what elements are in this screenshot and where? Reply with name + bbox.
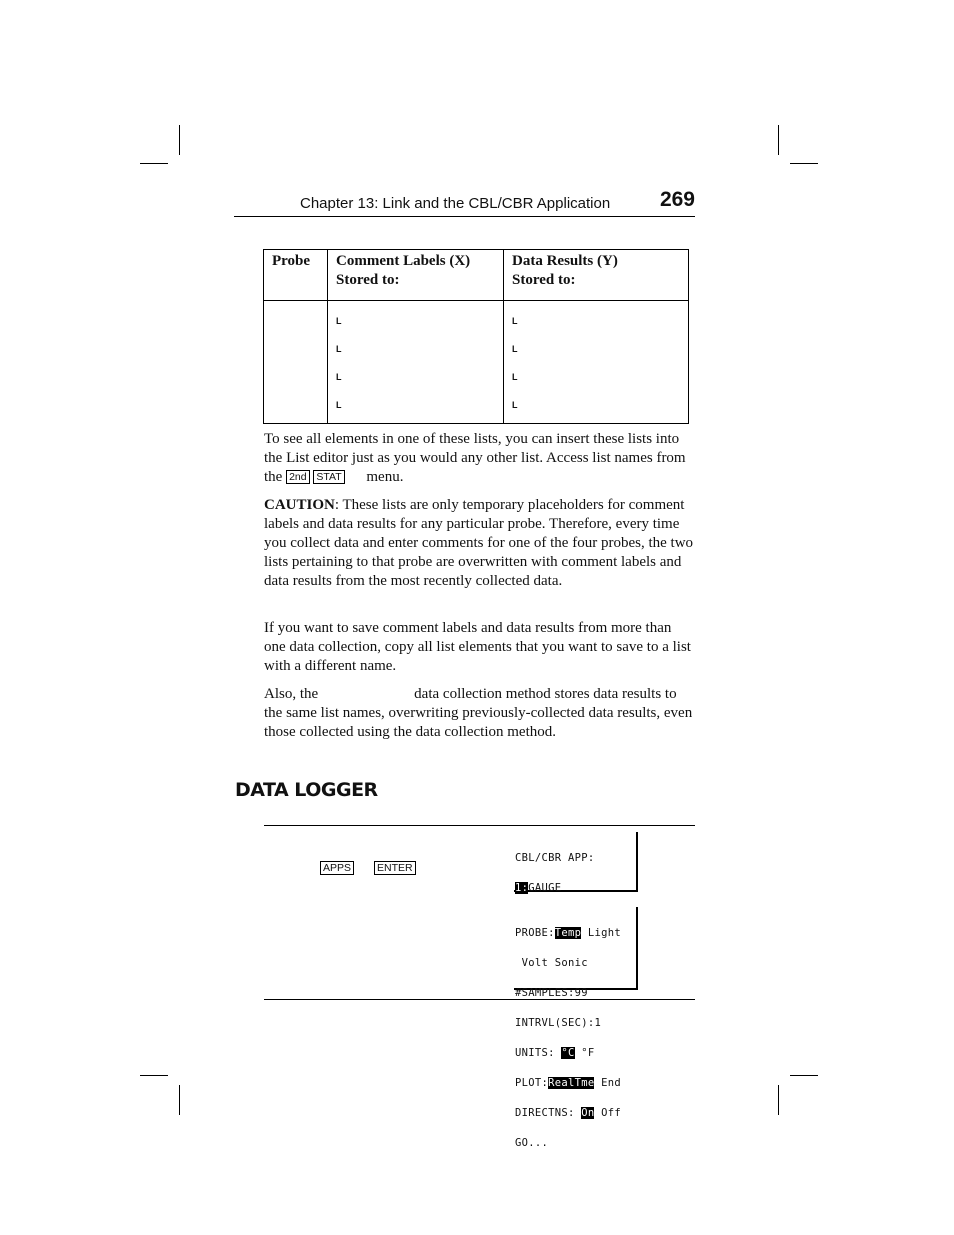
column-header-data-results: Data Results (Y) Stored to: (504, 250, 689, 301)
result-list-cell: L (504, 301, 689, 336)
probe-cell (264, 363, 328, 391)
page-number: 269 (659, 188, 695, 211)
menu-item-gauge: GAUGE (528, 882, 562, 894)
paragraph-list-editor: To see all elements in one of these lists, you can insert these lists into the List editor just as you would any other list. Access list names from the 2nd STAT menu. (264, 431, 686, 485)
step-table-top-rule (264, 825, 695, 826)
units-selected: °C (561, 1047, 575, 1059)
result-list-cell: L (504, 335, 689, 363)
key-enter: ENTER (374, 861, 416, 875)
crop-mark (179, 125, 180, 155)
crop-mark (778, 125, 779, 155)
crop-mark (140, 1075, 168, 1076)
comment-list-cell: L (328, 335, 504, 363)
crop-mark (140, 163, 168, 164)
running-header (234, 188, 695, 217)
crop-mark (790, 1075, 818, 1076)
plot-selected: RealTme (548, 1077, 595, 1089)
column-header-comment-labels: Comment Labels (X) Stored to: (328, 250, 504, 301)
key-stat: STAT (313, 470, 344, 484)
calculator-screen-data-logger-setup: PROBE:Temp Light Volt Sonic #SAMPLES:99 INTRVL(SEC):1 UNITS: °C °F PLOT:RealTme End DIRECTNS: On Off GO... (514, 907, 638, 990)
menu-item-number-selected: 1: (515, 882, 529, 894)
comment-list-cell: L (328, 301, 504, 336)
section-title: DATA LOGGER (235, 779, 378, 801)
result-list-cell: L (504, 391, 689, 424)
result-list-cell: L (504, 363, 689, 391)
table-header-row (264, 250, 689, 301)
table-row (264, 391, 689, 424)
caution-label: CAUTION (264, 497, 335, 513)
crop-mark (179, 1085, 180, 1115)
probe-selected: Temp (554, 927, 582, 939)
table-row (264, 363, 689, 391)
table-row (264, 301, 689, 336)
paragraph-overwrite-note: Also, the data collection method stores data results to the same list names, overwriting previously-collected data results, even those collected using the data collection method. (264, 686, 693, 740)
probe-cell (264, 391, 328, 424)
comment-list-cell: L (328, 363, 504, 391)
crop-mark (790, 163, 818, 164)
chapter-title: Chapter 13: Link and the CBL/CBR Application (300, 195, 611, 212)
key-apps: APPS (320, 861, 354, 875)
key-2nd: 2nd (286, 470, 310, 484)
step-keys (320, 859, 416, 877)
probe-cell (264, 301, 328, 336)
caution-paragraph: CAUTION: These lists are only temporary placeholders for comment labels and data results for any particular probe. Therefore, every time you collect data and enter comments for one of the four probes, the two lists pertaining to that probe are overwritten with comment labels and data results from the most recently collected data. (264, 497, 694, 589)
column-header-probe: Probe (264, 250, 328, 301)
directions-selected: On (581, 1107, 595, 1119)
probe-cell (264, 335, 328, 363)
probe-list-table (263, 249, 689, 424)
table-row (264, 335, 689, 363)
paragraph-save-lists: If you want to save comment labels and data results from more than one data collection, copy all list elements that you want to save to a list with a different name. (264, 620, 691, 674)
crop-mark (778, 1085, 779, 1115)
calculator-screen-app-menu: CBL/CBR APP: 1:GAUGE (514, 832, 638, 892)
comment-list-cell: L (328, 391, 504, 424)
